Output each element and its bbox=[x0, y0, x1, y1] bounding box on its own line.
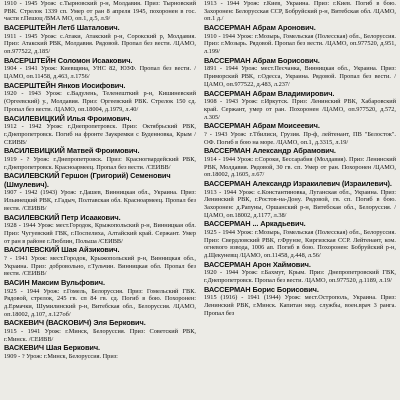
entry-name: ВАССЕРМАН Абрам Аронович. bbox=[204, 23, 316, 33]
list-item bbox=[4, 344, 196, 360]
entry-name: ВАССЕРМАН Александр Изракилевич (Израилевич). bbox=[204, 178, 392, 188]
entry-name: ВАСКЕВИЧ (ВАСКОВИЧ) Эля Беркович. bbox=[4, 318, 146, 328]
entry-name: ВАССЕРМАН Борис Борисович. bbox=[204, 284, 319, 294]
entry-text: 1910 - 1944 Урож: г.Мозырь, Гомельская (Полесская) обл., Белоруссия. Приз: г.Мозырь. Рядовой. Пропал без вести. /ЦАМО, оп.977520, д.951, л.199/ bbox=[204, 32, 396, 56]
list-item bbox=[4, 246, 196, 278]
entry-text: 1925 - 1944 Урож: г.Мозырь, Гомельская (Полесская) обл., Белоруссия. Приз: Свердловский РВК, г.Фрунзе, Киргизская ССР. Лейтенант, ком. огневого взвода, 1006 ап. Погиб в бою. Похоронен: Бобруйский р-н, д.Щекуневщ /ЦАМО, оп.11458, д.448, л.56/ bbox=[204, 228, 396, 260]
entry-name: ВАСИЛЕВСКИЙ Шая Айзикович. bbox=[4, 245, 120, 255]
entry-name: ВАСИЛЕВИЦКИЙ Илья Фроимович. bbox=[4, 113, 132, 123]
list-item bbox=[4, 57, 196, 81]
list-item bbox=[204, 122, 396, 146]
entry-text: 1910 - 1945 Урож: с.Тырновский р-н, Молдавия. Приз: Тырновский РВК. Стрелок 1339 сп. Умер от ран 8 апреля 1945, похоронен в гос. части г.Пешоц /ВМА МО, оп.1, д.5, л.9/ bbox=[4, 0, 196, 23]
entry-text: 1915 - 1941 Урож: г.Минск, Белоруссия. Приз: Советский РВК, г.Минск. /СЕИВВ/ bbox=[4, 327, 196, 343]
entry-name: ВАССЕРМАН Александр Абрамович. bbox=[204, 146, 336, 156]
list-item bbox=[4, 172, 196, 212]
entry-text: ? - 1941 Урож: мест.Городок, Крыжопольский р-н, Винницкая обл., Украина. Приз: добровольно, г.Тульчин. Винницкая обл. Пропал без вести. /СЕИВВ/ bbox=[4, 254, 196, 278]
right-column bbox=[204, 0, 396, 400]
entry-name: ВАССЕРМАН ... Аркадьевич. bbox=[204, 219, 306, 229]
list-item bbox=[4, 115, 196, 147]
entry-name: ВАСЕРШТЕЙН Янков Иосифович. bbox=[4, 80, 126, 90]
entry-name: ВАССЕРМАН Абрам Борисович. bbox=[204, 55, 320, 65]
list-item bbox=[4, 82, 196, 114]
entry-text: 1928 - 1944 Урож: мест.Городок, Крыжопольский р-н, Винницкая обл. Приз: Чугуевский ГВК, г.Поспелиха, Алтайский край. Сержант. Умер от ран в районе г.Люблин, Польша /СЕИВВ/ bbox=[4, 222, 196, 245]
entry-name: ВАССЕРМАН Абрам Владимирович. bbox=[204, 88, 335, 98]
entry-name: ВАСКЕВИЧ Шая Беркович. bbox=[4, 343, 100, 353]
entry-name: ВАСИЛЕВИЦКИЙ Матвей Фроимович. bbox=[4, 146, 140, 156]
list-item bbox=[4, 319, 196, 343]
entry-text: 1891 - 1944 Урож: мест.Песчанка, Винницкая обл., Украина. Приз: Приморский РВК, г.Одесса, Украина. Рядовой. Пропал без вести. /ЦАМО, оп.977522, д.483, л.237/ bbox=[204, 65, 396, 88]
list-item bbox=[4, 147, 196, 171]
entry-text: 1915 (1916) - 1941 (1944) Урож: мест.Острополь, Украина. Приз: Ленинский РВК, г.Минск. Капитан мед. службы, воен.врач 3 ранга. Пропал без bbox=[204, 294, 396, 317]
list-item bbox=[204, 90, 396, 122]
list-item bbox=[4, 24, 196, 56]
entry-text: 1912 - 1942 Урож: г.Днепропетровск. Приз: Октябрьский РВК, г.Днепропетровск. Погиб на фронте Заукремки с Буденновка, Крым /СЕИВВ/ bbox=[4, 123, 196, 146]
entry-text: 1908 - 1943 Урож: г.Иркутск. Приз: Ленинский РВК, Хабаровский край. Сержант, умер от ран. Похоронен /ЦАМО, оп.977520, д.572, л.305/ bbox=[204, 98, 396, 121]
left-column bbox=[4, 0, 196, 400]
entry-name: ВАСИЛЕВСКИЙ Гершон (Григорий) Семенович (Шмулевич). bbox=[4, 171, 171, 189]
entry-text: ? - 1943 Урож: г.Тбилиси, Грузия. Пр-ф, лейтенант, ПВ "Белосток". ОФ. Погиб в бою на море. /ЦАМО, оп.1, д.3315, л.19/ bbox=[204, 130, 396, 146]
entry-text: 1911 - 1945 Урож: с.Атаки, Атакский р-н, Сорокский р, Молдавия. Приз: Атакский РВК, Молдавия. Рядовой. Пропал без вести. /ЦАМО, оп.977522, д.185/ bbox=[4, 32, 196, 56]
entry-text: 1904 - 1941 Урож: Киевщина, УНС 82, ЮЗФ. Пропал без вести. /ЦАМО, оп.11458, д.463, л.1756/ bbox=[4, 65, 196, 81]
entry-text: 1925 - 1944 Урож: г.Гомель, Белоруссия. Приз: Гомельский ГВК. Рядовой, стрелок, 245 гв. сп 84 гв. сд. Погиб в бою. Похоронен: д.Ермачки, Шумилинский р-н, Витебская обл., Белоруссия. /ЦАМО, оп.18002, д.107, л.127об/ bbox=[4, 287, 196, 318]
list-item bbox=[204, 261, 396, 285]
list-item bbox=[204, 0, 396, 23]
list-item bbox=[4, 0, 196, 23]
list-item bbox=[204, 24, 396, 56]
entry-text: 1913 - 1944 Урож: с.Константиновка, Луганская обл., Украина. Приз: Ленинский РВК, г.Ростов-на-Дону. Рядовой, гв. сп. Погиб в бою. Захоронен: д.Рапуны, Оршанский р-н, Витебская обл., Белоруссия. /ЦАМО, оп.18002, д.1177, л.38/ bbox=[204, 188, 396, 219]
entry-name: ВАССЕРМАН Арон Хаймович. bbox=[204, 259, 311, 269]
entry-name: ВАСИН Максим Вульфович. bbox=[4, 277, 105, 287]
entry-name: ВАСИЛЕВСКИЙ Петр Исаакович. bbox=[4, 212, 121, 222]
entry-text: 1920 - 1943 Урож: с.Вадулень, Телeнешткий р-н, Кишиневский (Оргеевский) у., Молдавия. Приз: Оргеевский РВК. Стрелок 150 сд. Пропал без вести. /ЦАМО, оп.18004, д.1979, л.40/ bbox=[4, 90, 196, 113]
entry-text: 1914 - 1944 Урож: г.Сороки, Бессарабия (Молдавия). Приз: Ленинский РВК, Молдавия. Рядовой, 30 гв. сп. Умер от ран. Похоронен /ЦАМО, оп.18002, д.1605, л.67/ bbox=[204, 155, 396, 179]
entry-text: 1913 - 1944 Урож: г.Киев, Украина. Приз: г.Киев. Погиб в бою. Захоронен: Белорусская ССР, Бобруйский р-н, Витебская обл. /ЦАМО, оп.1 д./ bbox=[204, 0, 396, 23]
entry-text: 1920 - 1944 Урож: г.Бахмут, Крым. Приз: Днепропетровский ГВК, г.Днепропетровск. Пропал без вести. /ЦАМО, оп.977520, д.1189, л.19/ bbox=[204, 269, 396, 285]
entry-name: ВАСЕРШТЕЙН Соломон Исаакович. bbox=[4, 55, 133, 65]
entry-name: ВАСЕРШТЕЙН Летб Шаталович. bbox=[4, 23, 120, 33]
entry-text: 1909 - ? Урож: г.Минск, Белоруссия. Приз: bbox=[4, 352, 118, 360]
list-item bbox=[204, 147, 396, 179]
entry-text: 1919 - ? Урож: г.Днепропетровск. Приз: Красногвардейский РВК, г.Днепропетровск. Красноармеец. Пропал без вести. /СЕИВВ/ bbox=[4, 155, 196, 171]
list-item bbox=[204, 220, 396, 259]
list-item bbox=[204, 180, 396, 219]
list-item bbox=[204, 286, 396, 318]
entry-text: 1907 - 1942 (1943) Урож: г.Дашев, Винницкая обл., Украина. Приз: Ильинецкий РВК, г.Гадыч, Полтавская обл. Красноармеец. Пропал без вести. /СЕИВВ/ bbox=[4, 189, 196, 212]
list-item bbox=[4, 214, 196, 246]
list-item bbox=[204, 57, 396, 89]
list-item bbox=[4, 279, 196, 318]
entry-name: ВАССЕРМАН Абрам Моисеевич. bbox=[204, 121, 320, 131]
